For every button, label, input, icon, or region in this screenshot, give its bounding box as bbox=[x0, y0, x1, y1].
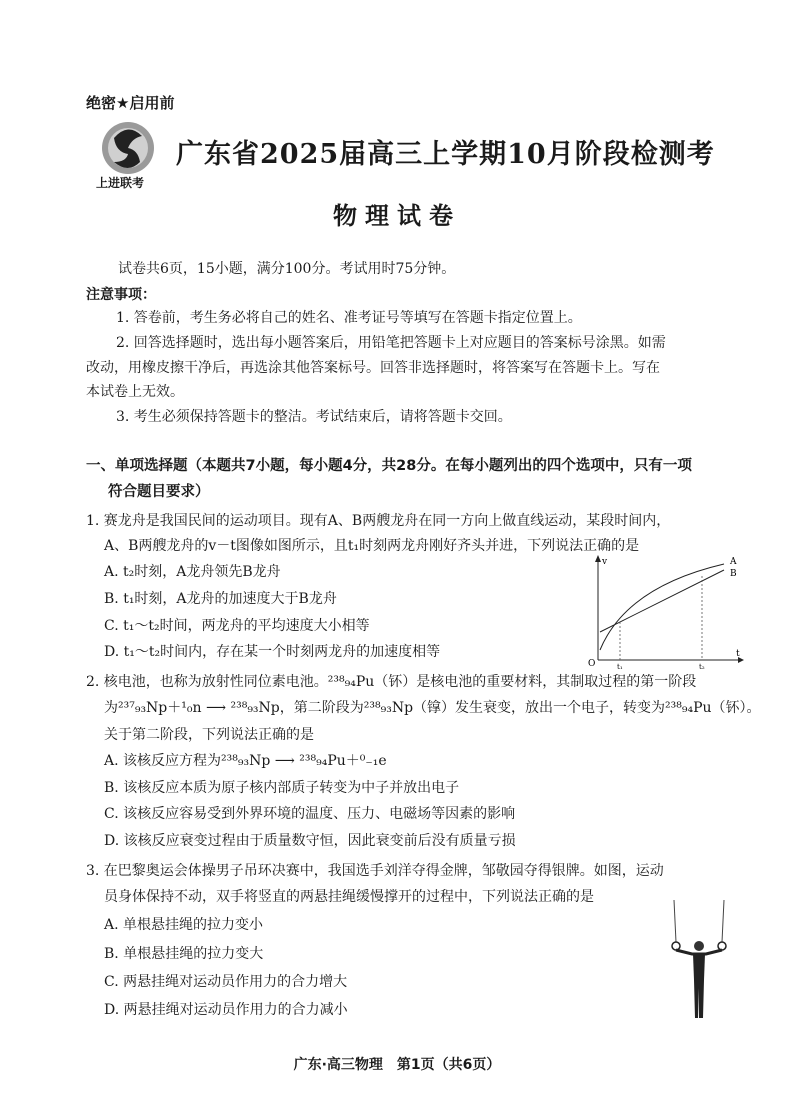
question-3-stem-cont: 员身体保持不动，双手将竖直的两悬挂绳缓慢撑开的过程中，下列说法正确的是 bbox=[104, 889, 594, 905]
exam-subtitle: 物理试卷 bbox=[333, 201, 461, 230]
note-line: 1. 答卷前，考生务必将自己的姓名、准考证号等填写在答题卡指定位置上。 bbox=[116, 310, 582, 326]
q2-option-c: C. 该核反应容易受到外界环境的温度、压力、电磁场等因素的影响 bbox=[104, 806, 516, 822]
q3-option-b: B. 单根悬挂绳的拉力变大 bbox=[104, 946, 264, 962]
exam-info: 试卷共6页，15小题，满分100分。考试用时75分钟。 bbox=[118, 261, 456, 277]
question-1-stem-cont: A、B两艘龙舟的v－t图像如图所示，且t₁时刻两龙舟刚好齐头并进，下列说法正确的是 bbox=[104, 538, 640, 554]
q2-option-a: A. 该核反应方程为²³⁸₉₃Np ⟶ ²³⁸₉₄Pu＋⁰₋₁e bbox=[104, 753, 387, 769]
confidential-label: 绝密★启用前 bbox=[86, 94, 175, 112]
graph-curve-b-label: B bbox=[730, 569, 737, 579]
vt-graph bbox=[586, 552, 746, 670]
question-3-stem: 3. 在巴黎奥运会体操男子吊环决赛中，我国选手刘洋夺得金牌，邹敬园夺得银牌。如图，运动 bbox=[86, 863, 664, 879]
note-line: 本试卷上无效。 bbox=[86, 384, 184, 400]
note-line: 3. 考生必须保持答题卡的整洁。考试结束后，请将答题卡交回。 bbox=[116, 409, 512, 425]
note-line: 改动，用橡皮擦干净后，再选涂其他答案标号。回答非选择题时，将答案写在答题卡上。写在 bbox=[86, 360, 660, 376]
section-heading: 一、单项选择题（本题共7小题，每小题4分，共28分。在每小题列出的四个选项中，只有一项 bbox=[86, 458, 692, 474]
q3-option-d: D. 两悬挂绳对运动员作用力的合力减小 bbox=[104, 1002, 348, 1018]
q1-option-a: A. t₂时刻，A龙舟领先B龙舟 bbox=[104, 564, 281, 580]
question-2-stem-cont: 关于第二阶段，下列说法正确的是 bbox=[104, 727, 314, 743]
logo-text: 上进联考 bbox=[96, 176, 145, 190]
graph-t2-label: t₂ bbox=[699, 663, 705, 670]
q2-option-b: B. 该核反应本质为原子核内部质子转变为中子并放出电子 bbox=[104, 780, 460, 796]
q1-option-d: D. t₁～t₂时间内，存在某一个时刻两龙舟的加速度相等 bbox=[104, 644, 441, 660]
q3-option-a: A. 单根悬挂绳的拉力变小 bbox=[104, 917, 264, 933]
graph-origin: O bbox=[588, 659, 596, 669]
exam-title: 广东省2025届高三上学期10月阶段检测考 bbox=[176, 139, 715, 170]
note-line: 2. 回答选择题时，选出每小题答案后，用铅笔把答题卡上对应题目的答案标号涂黑。如需 bbox=[116, 335, 666, 351]
notes-title: 注意事项： bbox=[86, 287, 156, 303]
graph-y-label: v bbox=[602, 557, 608, 567]
gymnast-rings-figure bbox=[664, 900, 734, 1020]
question-1-stem: 1. 赛龙舟是我国民间的运动项目。现有A、B两艘龙舟在同一方向上做直线运动，某段时间内， bbox=[86, 513, 671, 529]
question-2-stem-cont: 为²³⁷₉₃Np＋¹₀n ⟶ ²³⁸₉₃Np，第二阶段为²³⁸₉₃Np（镎）发生衰变，放出一个电子，转变为²³⁸₉₄Pu（钚）。 bbox=[104, 700, 761, 716]
graph-curve-a-label: A bbox=[730, 557, 737, 567]
question-2-stem: 2. 核电池，也称为放射性同位素电池。²³⁸₉₄Pu（钚）是核电池的重要材料，其制取过程的第一阶段 bbox=[86, 674, 697, 690]
graph-t1-label: t₁ bbox=[617, 663, 623, 670]
q1-option-c: C. t₁～t₂时间，两龙舟的平均速度大小相等 bbox=[104, 618, 370, 634]
q2-option-d: D. 该核反应衰变过程由于质量数守恒，因此衰变前后没有质量亏损 bbox=[104, 833, 516, 849]
page-footer: 广东·高三物理 第1页（共6页） bbox=[293, 1057, 501, 1073]
q3-option-c: C. 两悬挂绳对运动员作用力的合力增大 bbox=[104, 974, 348, 990]
q1-option-b: B. t₁时刻，A龙舟的加速度大于B龙舟 bbox=[104, 591, 337, 607]
section-heading-cont: 符合题目要求） bbox=[108, 484, 210, 500]
graph-x-label: t bbox=[736, 649, 740, 659]
